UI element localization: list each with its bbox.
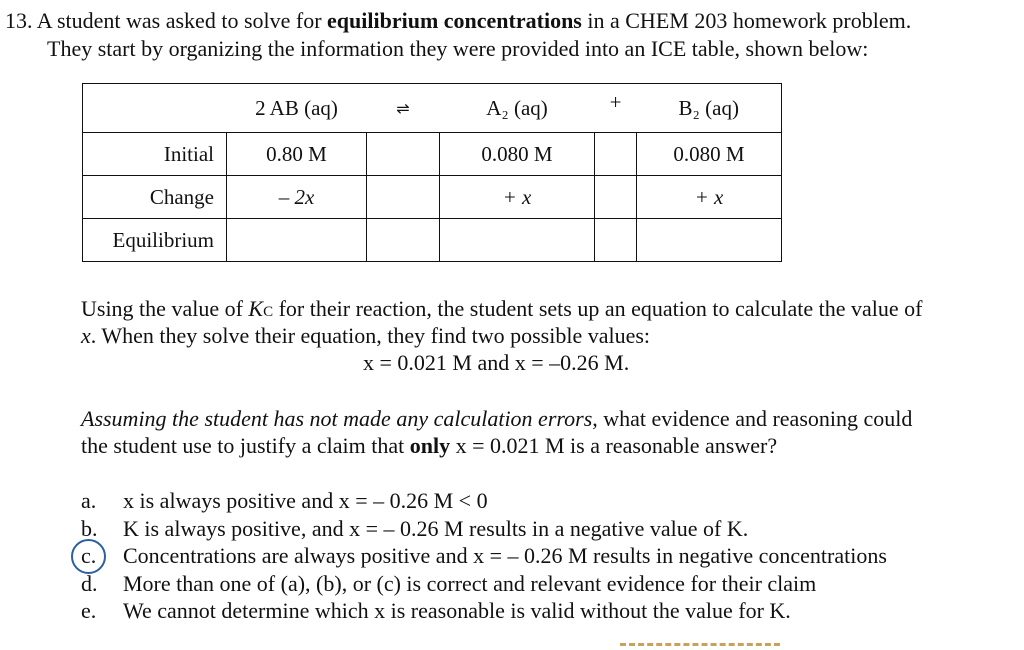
question-intro: A student was asked to solve for: [36, 8, 328, 33]
question-intro-bold: equilibrium concentrations: [327, 8, 582, 33]
solutions-line: x = 0.021 M and x = –0.26 M.: [363, 350, 630, 375]
prompt-italic: Assuming the student has not made any calculation errors: [81, 406, 593, 431]
ice-cell: [227, 219, 367, 262]
prompt-text: x = 0.021 M is a reasonable answer?: [450, 433, 778, 458]
choice-letter: b.: [81, 516, 98, 541]
ice-row-label: Initial: [83, 133, 227, 176]
ice-header-reactant: 2 AB (aq): [227, 84, 367, 133]
ice-cell: 0.080 M: [440, 133, 595, 176]
ice-cell: 0.080 M: [637, 133, 782, 176]
prompt-text: the student use to justify a claim that: [81, 433, 410, 458]
ice-header-arrow: ⇌: [367, 84, 440, 133]
ice-row-label: Equilibrium: [83, 219, 227, 262]
ice-cell: [367, 176, 440, 219]
prompt-bold: only: [409, 433, 451, 458]
choice-letter: c.: [81, 543, 97, 568]
setup-text: for their reaction, the student sets up an equation to calculate the value of: [273, 296, 923, 321]
question-intro-end: in a CHEM 203 homework problem.: [581, 8, 912, 33]
ice-cell: – 2x: [227, 176, 367, 219]
question-line-1: [5, 8, 911, 34]
choice-text: Concentrations are always positive and x = – 0.26 M results in negative concentrations: [123, 543, 887, 568]
ice-header-row: [83, 84, 782, 133]
x-variable: x: [81, 323, 91, 348]
ice-cell: [637, 219, 782, 262]
ice-row-initial: [83, 133, 782, 176]
setup-line-2: [81, 323, 650, 349]
choice-text: K is always positive, and x = – 0.26 M results in a negative value of K.: [123, 516, 749, 541]
ice-table: [82, 83, 782, 262]
question-number: 13.: [5, 8, 33, 33]
question-line-2: They start by organizing the information they were provided into an ICE table, shown below:: [47, 36, 869, 61]
ice-header-product1: A₂ (aq): [440, 84, 595, 133]
ice-cell: [367, 133, 440, 176]
ice-header-plus: +: [595, 84, 637, 133]
choice-letter: d.: [81, 571, 98, 596]
choice-text: x is always positive and x = – 0.26 M < 0: [123, 488, 488, 513]
setup-text: Using the value of: [81, 296, 249, 321]
ice-row-equilibrium: [83, 219, 782, 262]
ice-row-label: Change: [83, 176, 227, 219]
setup-line-1: [81, 296, 923, 322]
prompt-line-1: [81, 406, 912, 432]
ice-cell: [595, 219, 637, 262]
ice-header-product2: B₂ (aq): [637, 84, 782, 133]
ice-cell: [440, 219, 595, 262]
ice-cell: [595, 176, 637, 219]
ice-cell: [367, 219, 440, 262]
setup-text: . When they solve their equation, they find two possible values:: [90, 323, 651, 348]
choice-text: More than one of (a), (b), or (c) is correct and relevant evidence for their claim: [123, 571, 817, 596]
prompt-text: , what evidence and reasoning could: [592, 406, 913, 431]
kc-subscript: C: [263, 304, 274, 320]
ice-cell: + x: [440, 176, 595, 219]
choice-letter: a.: [81, 488, 97, 513]
ice-cell: 0.80 M: [227, 133, 367, 176]
choice-text: We cannot determine which x is reasonable is valid without the value for K.: [123, 598, 791, 623]
prompt-line-2: [81, 433, 777, 459]
ice-row-change: [83, 176, 782, 219]
ice-cell: + x: [637, 176, 782, 219]
kc-symbol: K: [248, 296, 264, 321]
ice-cell: [595, 133, 637, 176]
choice-letter: e.: [81, 598, 97, 623]
